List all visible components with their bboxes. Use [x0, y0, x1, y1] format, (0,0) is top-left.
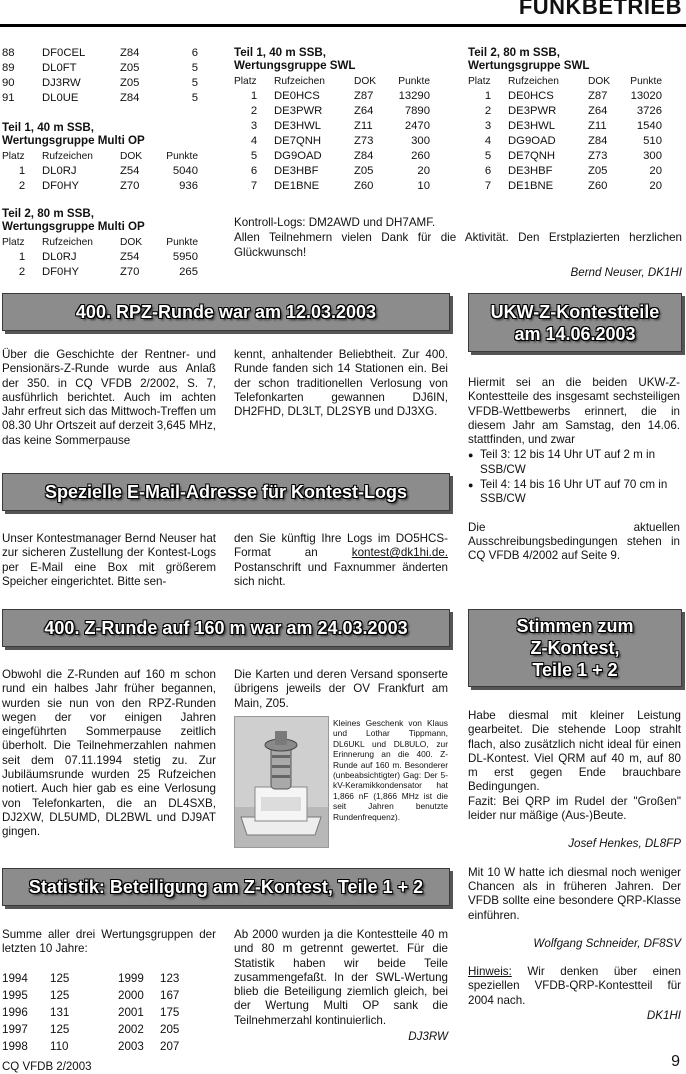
table-cell: 13290 — [398, 90, 430, 102]
swl40-rows — [234, 89, 430, 194]
table-cell: 1 — [250, 90, 258, 102]
table-cell: DE0HCS — [274, 90, 320, 102]
col-platz: Platz — [468, 76, 491, 87]
trophy-image — [235, 717, 328, 847]
table-cell: 1995 — [2, 989, 28, 1002]
table-cell: 265 — [179, 266, 198, 278]
table-cell: 6 — [191, 47, 198, 59]
table-cell: DE0HCS — [508, 90, 554, 102]
table-cell: DE3PWR — [508, 105, 557, 117]
multi40-rows — [2, 164, 198, 194]
col-platz: Platz — [2, 237, 25, 248]
table-cell: 2 — [18, 180, 26, 192]
table-cell: Z60 — [588, 180, 608, 192]
hint-text — [468, 965, 681, 1008]
col-dok: DOK — [354, 76, 377, 87]
table-cell: 20 — [417, 165, 430, 177]
table-cell: 1 — [484, 90, 492, 102]
table-cell: 1540 — [636, 120, 662, 132]
ukw-heading-bar — [468, 293, 682, 352]
table-row — [2, 91, 198, 106]
stimmen-heading-bar — [468, 609, 682, 687]
col-punkte: Punkte — [166, 237, 198, 248]
table-cell: Z70 — [120, 180, 140, 192]
voice-3-signature: DK1HI — [646, 1009, 681, 1023]
table-row — [2, 1021, 192, 1038]
stat-heading-bar — [2, 868, 450, 906]
table-cell: 300 — [643, 150, 662, 162]
table-cell: Z64 — [588, 105, 608, 117]
table-cell: 510 — [643, 135, 662, 147]
stat-intro: Summe aller drei Wertungsgruppen der letzten 10 Jahre: — [2, 928, 216, 956]
control-block — [234, 216, 682, 280]
table-cell: DE3HBF — [508, 165, 553, 177]
col-punkte: Punkte — [398, 76, 430, 87]
table-cell: Z11 — [354, 120, 373, 132]
table-cell: 4 — [250, 135, 258, 147]
table-row — [2, 1004, 192, 1021]
table-row — [234, 149, 430, 164]
table-cell: 2 — [484, 105, 492, 117]
table-cell: 7890 — [404, 105, 430, 117]
swl80-rows — [468, 89, 662, 194]
table-row — [234, 164, 430, 179]
table-row — [468, 179, 662, 194]
table-cell: 1998 — [2, 1040, 28, 1053]
multi40-header-row — [2, 149, 198, 164]
col-dok: DOK — [120, 237, 143, 248]
table-cell: 90 — [2, 77, 15, 89]
multi80-rows — [2, 250, 198, 280]
hint-body: Wir denken über einen speziellen VFDB-QRP-Kontestteil für 2004 nach. — [468, 965, 681, 1007]
ukw-item: ● Teil 4: 14 bis 16 Uhr UT auf 70 cm in SSB/CW — [468, 478, 680, 507]
multi80-subtitle: Wertungsgruppe Multi OP — [2, 220, 145, 233]
stimmen-body — [468, 709, 681, 1023]
footer-magazine: CQ VFDB 2/2003 — [2, 1061, 92, 1073]
multi40-title: Teil 1, 40 m SSB, — [2, 121, 94, 134]
control-signature: Bernd Neuser, DK1HI — [570, 265, 682, 279]
voice-2: Mit 10 W hatte ich diesmal noch weniger Chancen als in früheren Jahren. Der VFDB sollte eine besondere QRP-Klasse einführen. — [468, 865, 681, 922]
continuation-rows — [2, 46, 198, 106]
table-cell: DF0CEL — [42, 47, 86, 59]
table-cell: Z84 — [120, 47, 140, 59]
table-cell: Z73 — [354, 135, 374, 147]
swl40-block — [234, 46, 434, 194]
control-logs: Kontroll-Logs: DM2AWD und DH7AMF. — [234, 216, 436, 229]
table-row — [468, 89, 662, 104]
zrunde-heading-bar — [2, 609, 450, 647]
table-cell: 5 — [191, 92, 198, 104]
col-punkte: Punkte — [166, 151, 198, 162]
col-rufzeichen: Rufzeichen — [42, 151, 93, 162]
email-col1: Unser Kontestmanager Bernd Neuser hat zur sicheren Zustellung der Kontest-Logs per E-Mail eine Box mit größerem Speicher eingerichtet. Bitte sen- — [2, 532, 216, 588]
ukw-item: ● Teil 3: 12 bis 14 Uhr UT auf 2 m in SSB/CW — [468, 448, 680, 477]
table-cell: 2470 — [404, 120, 430, 132]
table-cell: DL0RJ — [42, 165, 77, 177]
table-cell: Z87 — [354, 90, 374, 102]
email-link[interactable]: kontest@dk1hi.de. — [351, 546, 448, 560]
table-cell: 5950 — [172, 251, 198, 263]
table-cell: 125 — [50, 1023, 70, 1036]
table-cell: 110 — [50, 1040, 69, 1053]
table-cell: 1996 — [2, 1006, 28, 1019]
top-rule — [0, 24, 686, 27]
thanks-text: Allen Teilnehmern vielen Dank für die Aktivität. Den Erstplazierten herzlichen Glückwunsch! — [234, 231, 682, 259]
table-row — [2, 179, 198, 194]
multi40-subtitle: Wertungsgruppe Multi OP — [2, 134, 145, 147]
hint-label: Hinweis: — [468, 965, 512, 979]
zrunde-heading: 400. Z-Runde auf 160 m war am 24.03.2003 — [44, 618, 408, 638]
table-cell: Z84 — [120, 92, 140, 104]
table-cell: Z05 — [354, 165, 374, 177]
table-cell: DL0UE — [42, 92, 79, 104]
table-row — [2, 1038, 192, 1055]
table-cell: 3 — [250, 120, 258, 132]
email-col2-post: Postanschrift und Faxnummer änderten sich nicht. — [234, 560, 448, 588]
ukw-intro: Hiermit sei an die beiden UKW-Z-Kontestteile des insgesamt sechsteiligen VFDB-Wettbewerbs erinnert, die in diesem Jahr am Samstag, den 14.06. stattfinden, und zwar — [468, 376, 680, 447]
swl40-header-row — [234, 74, 430, 89]
table-row — [234, 179, 430, 194]
table-row — [2, 265, 198, 280]
table-row — [468, 134, 662, 149]
stat-signature: DJ3RW — [408, 1030, 448, 1043]
ukw-heading-line1: UKW-Z-Kontestteile — [490, 301, 660, 322]
table-cell: 260 — [411, 150, 430, 162]
multi80-block — [2, 207, 202, 280]
swl80-title: Teil 2, 80 m SSB, — [468, 46, 560, 59]
table-cell: Z73 — [588, 150, 608, 162]
swl40-table — [234, 74, 430, 194]
table-cell: 5 — [484, 150, 492, 162]
table-cell: DE3HWL — [508, 120, 556, 132]
ukw-body — [468, 376, 680, 564]
table-row — [468, 149, 662, 164]
table-cell: DF0HY — [42, 266, 80, 278]
ukw-heading — [491, 301, 660, 345]
table-cell: DG9OAD — [274, 150, 322, 162]
zrunde-col1: Obwohl die Z-Runden auf 160 m schon rund ein halbes Jahr früher begannen, wurden sie nun von den RPZ-Runden wegen der vor einigen Jahren eingeführten Sommerpause zeitlich überholt. Die Teilnehmerzahlen nahmen seit dem 07.11.1994 stetig zu. Zur Jubiläumsrunde wurden 25 Rufzeichen notiert. Auch hier gab es eine Verlosung von Telefonkarten, die an DL4SXB, DJ2XW, DL5UMD, DL2BWL und DJ9AT gingen. — [2, 668, 216, 839]
table-cell: DJ3RW — [42, 77, 81, 89]
table-cell: 20 — [649, 180, 662, 192]
table-cell: 7 — [484, 180, 492, 192]
table-cell: Z11 — [588, 120, 607, 132]
table-cell: 2001 — [118, 1006, 144, 1019]
results-continuation-table — [2, 46, 198, 106]
table-row — [2, 164, 198, 179]
table-cell: 10 — [417, 180, 430, 192]
table-cell: DE7QNH — [508, 150, 556, 162]
voice-1-signature: Josef Henkes, DL8FP — [568, 837, 681, 851]
table-cell: 1999 — [118, 972, 144, 985]
table-cell: 131 — [50, 1006, 70, 1019]
table-cell: DL0RJ — [42, 251, 77, 263]
table-cell: 125 — [50, 989, 70, 1002]
table-row — [468, 119, 662, 134]
col-punkte: Punkte — [630, 76, 662, 87]
ukw-heading-line2: am 14.06.2003 — [514, 323, 636, 344]
multi40-table — [2, 149, 198, 194]
table-cell: DE3HWL — [274, 120, 322, 132]
table-cell: Z05 — [588, 165, 608, 177]
table-cell: 205 — [160, 1023, 180, 1036]
table-cell: 89 — [2, 62, 15, 74]
table-cell: 1997 — [2, 1023, 28, 1036]
email-col2 — [234, 532, 448, 589]
col-rufzeichen: Rufzeichen — [42, 237, 93, 248]
col-dok: DOK — [588, 76, 611, 87]
photo-caption: Kleines Geschenk von Klaus und Lothar Tippmann, DL6UKL und DL8ULO, zur Erinnerung an die 400. Z-Runde auf 160 m. Besonderer (unbeabsichtigter) Gag: Der 5-kV-Keramikkondensator hat 1,866 nF (1,866 MHz ist die seit Jahren benutzte Rundenfrequenz). — [333, 718, 448, 822]
table-cell: 4 — [484, 135, 492, 147]
rpz-heading: 400. RPZ-Runde war am 12.03.2003 — [75, 302, 377, 322]
table-cell: DG9OAD — [508, 135, 556, 147]
table-cell: 5 — [191, 62, 198, 74]
table-cell: 5 — [250, 150, 258, 162]
col-dok: DOK — [120, 151, 143, 162]
table-cell: 88 — [2, 47, 15, 59]
page-number: 9 — [671, 1053, 680, 1070]
email-heading-bar — [2, 473, 450, 511]
table-cell: 175 — [160, 1006, 180, 1019]
table-cell: DE1BNE — [508, 180, 554, 192]
table-cell: Z64 — [354, 105, 374, 117]
stat-col2: Ab 2000 wurden ja die Kontestteile 40 m und 80 m getrennt gewertet. Für die Statistik haben wir beide Teile zusammengefaßt. In der SWL-Wertung blieb die Beteiligung ziemlich gleich, bei der Wertung Multi OP sank die Teilnehmerzahl kontinuierlich. — [234, 928, 448, 1027]
table-cell: DF0HY — [42, 180, 80, 192]
table-row — [468, 104, 662, 119]
stimmen-heading-line2: Z-Kontest, — [530, 638, 620, 658]
table-cell: 123 — [160, 972, 180, 985]
rpz-col1: Über die Geschichte der Rentner- und Pensionärs-Z-Runde wurde aus Anlaß der 350. in CQ VFDB 2/2002, S. 7, ausführlich berichtet. Auch im achten Jahr erfreut sich das Mittwoch-Treffen um 08.30 Uhr Ortszeit auf derzeit 3,645 MHz, das keine Sommerpause — [2, 348, 216, 447]
col-rufzeichen: Rufzeichen — [274, 76, 325, 87]
table-cell: 300 — [411, 135, 430, 147]
table-row — [2, 987, 192, 1004]
swl80-table — [468, 74, 662, 194]
swl80-block — [468, 46, 668, 194]
table-row — [234, 134, 430, 149]
table-cell: 1 — [18, 251, 26, 263]
table-cell: DL0FT — [42, 62, 77, 74]
table-cell: 1994 — [2, 972, 28, 985]
stat-years-table — [2, 970, 192, 1055]
swl40-title: Teil 1, 40 m SSB, — [234, 46, 326, 59]
email-col2-pre: den Sie künftig Ihre Logs im DO5HCS-Format an — [234, 532, 448, 560]
col-rufzeichen: Rufzeichen — [508, 76, 559, 87]
table-cell: DE1BNE — [274, 180, 320, 192]
section-title: FUNKBETRIEB — [518, 0, 682, 19]
table-cell: Z60 — [354, 180, 374, 192]
table-row — [468, 164, 662, 179]
table-cell: 167 — [160, 989, 180, 1002]
table-row — [2, 76, 198, 91]
table-cell: Z05 — [120, 77, 140, 89]
table-cell: Z70 — [120, 266, 140, 278]
table-cell: 2002 — [118, 1023, 144, 1036]
table-cell: Z87 — [588, 90, 608, 102]
table-cell: Z05 — [120, 62, 140, 74]
col-platz: Platz — [234, 76, 257, 87]
swl40-subtitle: Wertungsgruppe SWL — [234, 59, 356, 72]
email-heading: Spezielle E-Mail-Adresse für Kontest-Logs — [44, 482, 408, 502]
table-cell: 5 — [191, 77, 198, 89]
table-row — [2, 61, 198, 76]
table-cell: 936 — [179, 180, 198, 192]
voice-2-signature: Wolfgang Schneider, DF8SV — [533, 936, 681, 950]
table-cell: 2 — [18, 266, 26, 278]
swl80-subtitle: Wertungsgruppe SWL — [468, 59, 590, 72]
table-cell: 13020 — [630, 90, 662, 102]
table-cell: Z54 — [120, 251, 140, 263]
table-row — [234, 104, 430, 119]
table-cell: 2003 — [118, 1040, 144, 1053]
table-cell: 91 — [2, 92, 15, 104]
rpz-heading-bar — [2, 293, 450, 331]
table-cell: DE3PWR — [274, 105, 323, 117]
table-cell: 207 — [160, 1040, 180, 1053]
table-cell: Z84 — [354, 150, 374, 162]
table-cell: 5040 — [172, 165, 198, 177]
swl80-header-row — [468, 74, 662, 89]
table-row — [234, 89, 430, 104]
table-cell: 20 — [649, 165, 662, 177]
multi40-block — [2, 121, 202, 194]
table-row — [234, 119, 430, 134]
voice-1: Habe diesmal mit kleiner Leistung gearbeitet. Die stehende Loop strahlt flach, also zusätzlich nicht ideal für einen DL-Kontest. Viel QRM auf 40 m, auf 80 m erst gegen Ende brauchbare Bedingungen. — [468, 709, 681, 794]
table-cell: DE3HBF — [274, 165, 319, 177]
table-cell: 1 — [18, 165, 26, 177]
ukw-outro: Die aktuellen Ausschreibungsbedingungen stehen in CQ VFDB 4/2002 auf Seite 9. — [468, 520, 680, 563]
table-cell: DE7QNH — [274, 135, 322, 147]
rpz-col2: kennt, anhaltender Beliebtheit. Zur 400. Runde fanden sich 14 Stationen ein. Bei der schon traditionellen Verlosung von Telefonkarten gewannen DJ6IN, DH2FHD, DL3LT, DL2SYB und DJ3XG. — [234, 348, 448, 419]
col-platz: Platz — [2, 151, 25, 162]
stat-year-rows — [2, 970, 192, 1055]
table-row — [2, 250, 198, 265]
table-cell: 6 — [250, 165, 258, 177]
stimmen-heading-line1: Stimmen zum — [516, 616, 634, 636]
table-cell: 125 — [50, 972, 70, 985]
stat-heading: Statistik: Beteiligung am Z-Kontest, Teile 1 + 2 — [28, 877, 424, 897]
zrunde-col2: Die Karten und deren Versand sponserte übrigens jeweils der OV Frankfurt am Main, Z05. — [234, 668, 448, 710]
table-cell: 7 — [250, 180, 258, 192]
trophy-photo — [234, 716, 329, 848]
table-row — [2, 46, 198, 61]
multi80-title: Teil 2, 80 m SSB, — [2, 207, 94, 220]
table-cell: Z54 — [120, 165, 140, 177]
table-cell: 3 — [484, 120, 492, 132]
multi80-table — [2, 235, 198, 280]
multi80-header-row — [2, 235, 198, 250]
stimmen-heading — [516, 615, 633, 681]
table-cell: 2 — [250, 105, 258, 117]
table-cell: Z84 — [588, 135, 608, 147]
table-cell: 6 — [484, 165, 492, 177]
table-row — [2, 970, 192, 987]
stimmen-heading-line3: Teile 1 + 2 — [532, 660, 618, 680]
voice-1-fazit: Fazit: Bei QRP im Rudel der "Großen" leider nur mäßige (Aus-)Beute. — [468, 794, 681, 823]
table-cell: 3726 — [636, 105, 662, 117]
table-cell: 2000 — [118, 989, 144, 1002]
